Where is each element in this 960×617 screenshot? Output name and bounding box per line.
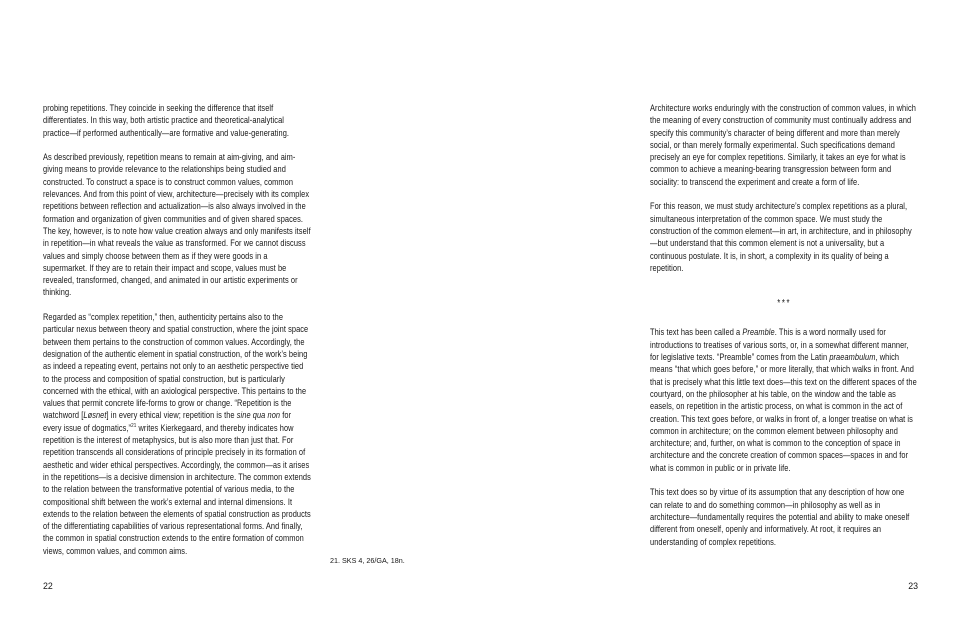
right-page-top-paragraphs	[650, 103, 918, 275]
paragraph: Architecture works enduringly with the construction of common values, in which the meaning of every construction of community must continually address and specify this community’s character of being different and more than merely social, or than merely formally experimental. Such specifications demand precisely an eye for complex repetitions. Similarly, it takes an eye for what is common to achieve a meaning-bearing transgression between form and sociality: to transcend the experiment and create a form of life.	[650, 103, 916, 188]
italic-text: praeambulum	[829, 352, 876, 364]
right-page-text	[650, 103, 918, 549]
section-separator: ***	[777, 298, 792, 310]
paragraph: This text does so by virtue of its assumption that any description of how one can relate to and do something common—in philosophy as well as in architecture—fundamentally requires the potential and ability to make oneself different from oneself, openly and informatively. At root, it requires an understanding of complex repetitions.	[650, 487, 910, 548]
footnote-marker: 21	[131, 422, 137, 429]
paragraph: probing repetitions. They coincide in seeking the difference that itself differentiates. In this way, both artistic practice and theoretical-analytical practice—if performed authentically—are formative and value-generating.	[43, 103, 290, 139]
right-page-bottom-paragraphs	[650, 327, 918, 548]
italic-text: sine qua non	[236, 410, 281, 422]
paragraph: For this reason, we must study architecture’s complex repetitions as a plural, simultaneous interpretation of the common space. We must study the construction of the common element—in art, in architecture, and in philosophy—but understand that this common element is not a universality, but a continuous postulate. It is, in short, a complexity in its quality of being a repetition.	[650, 201, 912, 274]
page-number-left: 22	[43, 581, 53, 591]
italic-text: Preamble	[742, 327, 775, 339]
italic-text: Løsnet	[83, 410, 107, 422]
left-page-text	[43, 103, 311, 558]
paragraph: Regarded as “complex repetition,” then, authenticity pertains also to the particular nexus between theory and spatial construction, where the joint space between them pertains to the construction of common values. Accordingly, the designation of the authentic element in spatial construction, of the work’s being as indeed a repeating event, pertains not only to an aesthetic perspective tied to the process and composition of spatial construction, but is particularly concerned with the ethical, with an axiological perspective. This pertains to the values that permit concrete life-forms to grow or change. “Repetition is the watchword [Løsnet] in every ethical view; repetition is the sine qua non for every issue of dogmatics,”$^{21}$ writes Kierkegaard, and thereby indicates how repetition is the interest of metaphysics, but is also more than just that. For repetition transcends all considerations of principle precisely in its formation of aesthetic and wider ethical perspectives. Accordingly, the common—as it arises in the repetitions—is a decisive dimension in architecture. The common extends to the relation between the transformative potential of various media, to the compositional shift between the work’s external and internal dimensions. It extends to the relation between the elements of spatial construction as products of the differentiating capabilities of various representational forms. And finally, the common in spatial construction extends to the entire formation of common views, common values, and common aims.	[43, 312, 311, 557]
paragraph: As described previously, repetition means to remain at aim-giving, and aim-giving means to provide relevance to the relationships being studied and constructed. To construct a space is to construct common values, common relevances. And from this point of view, architecture—precisely with its complex repetitions between reflection and actualization—is also always involved in the formation and organization of given communities and of given shared spaces. The key, however, is to note how value creation always and only manifests itself in repetition—in what reveals the value as transformed. For we cannot discuss values and simply choose between them as if they were goods in a supermarket. If they are to retain their impact and scope, values must be revealed, transformed, changed, and animated in our artistic experiments or thinking.	[43, 152, 311, 299]
page-number-right: 23	[908, 581, 918, 591]
footnote: 21. SKS 4, 26/GA, 18n.	[330, 556, 405, 565]
paragraph: This text has been called a Preamble. This is a word normally used for introductions to treatises of various sorts, or, in a somewhat different manner, for legislative texts. “Preamble” comes from the Latin praeambulum, which means “that which goes before,” or more literally, that which walks in front. And that is precisely what this little text does—this text on the different spaces of the courtyard, on the philosopher at his table, on the window and the table as easels, on repetition in the artistic process, on what is common in the act of creation. This text goes before, or walks in front of, a longer treatise on what is common in architecture; on the common element between philosophy and architecture; and, further, on what is common to the conception of space in architecture and the concrete creation of common spaces—spaces in and for what is common in public or in private life.	[650, 327, 917, 474]
